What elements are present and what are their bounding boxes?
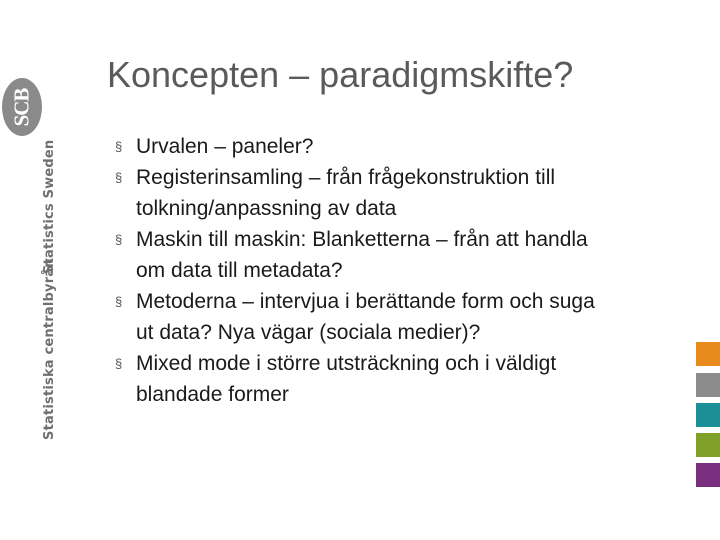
bullet-text-line: Urvalen – paneler? bbox=[136, 135, 314, 158]
bullet-item bbox=[115, 224, 675, 286]
bullet-text-line: Maskin till maskin: Blanketterna – från att handla bbox=[136, 228, 588, 251]
bullet-item bbox=[115, 162, 675, 224]
brand-name-swedish: Statistiska centralbyrån bbox=[42, 258, 57, 440]
slide-title: Koncepten – paradigmskifte? bbox=[107, 54, 574, 95]
bullet-marker: § bbox=[115, 170, 123, 185]
scb-logo-text: SCB bbox=[9, 88, 34, 126]
bullet-text-line: ut data? Nya vägar (sociala medier)? bbox=[136, 321, 481, 344]
bullet-text-line: om data till metadata? bbox=[136, 259, 343, 282]
teal-swatch bbox=[696, 403, 720, 427]
bullet-marker: § bbox=[115, 294, 123, 309]
gray-swatch bbox=[696, 373, 720, 397]
bullet-text-line: blandade former bbox=[136, 383, 289, 406]
brand-name-english: Statistics Sweden bbox=[42, 139, 57, 274]
bullet-marker: § bbox=[115, 139, 123, 154]
bullet-text-line: Mixed mode i större utsträckning och i väldigt bbox=[136, 352, 557, 375]
bullet-text-line: tolkning/anpassning av data bbox=[136, 197, 397, 220]
bullet-item bbox=[115, 348, 675, 410]
bullet-list bbox=[115, 131, 675, 410]
green-swatch bbox=[696, 433, 720, 457]
bullet-marker: § bbox=[115, 232, 123, 247]
bullet-marker: § bbox=[115, 356, 123, 371]
bullet-text-line: Registerinsamling – från frågekonstruktion till bbox=[136, 166, 556, 189]
bullet-item bbox=[115, 131, 675, 162]
orange-swatch bbox=[696, 342, 720, 366]
scb-logo bbox=[2, 78, 42, 136]
bullet-text-line: Metoderna – intervjua i berättande form och suga bbox=[136, 290, 595, 313]
bullet-item bbox=[115, 286, 675, 348]
purple-swatch bbox=[696, 463, 720, 487]
